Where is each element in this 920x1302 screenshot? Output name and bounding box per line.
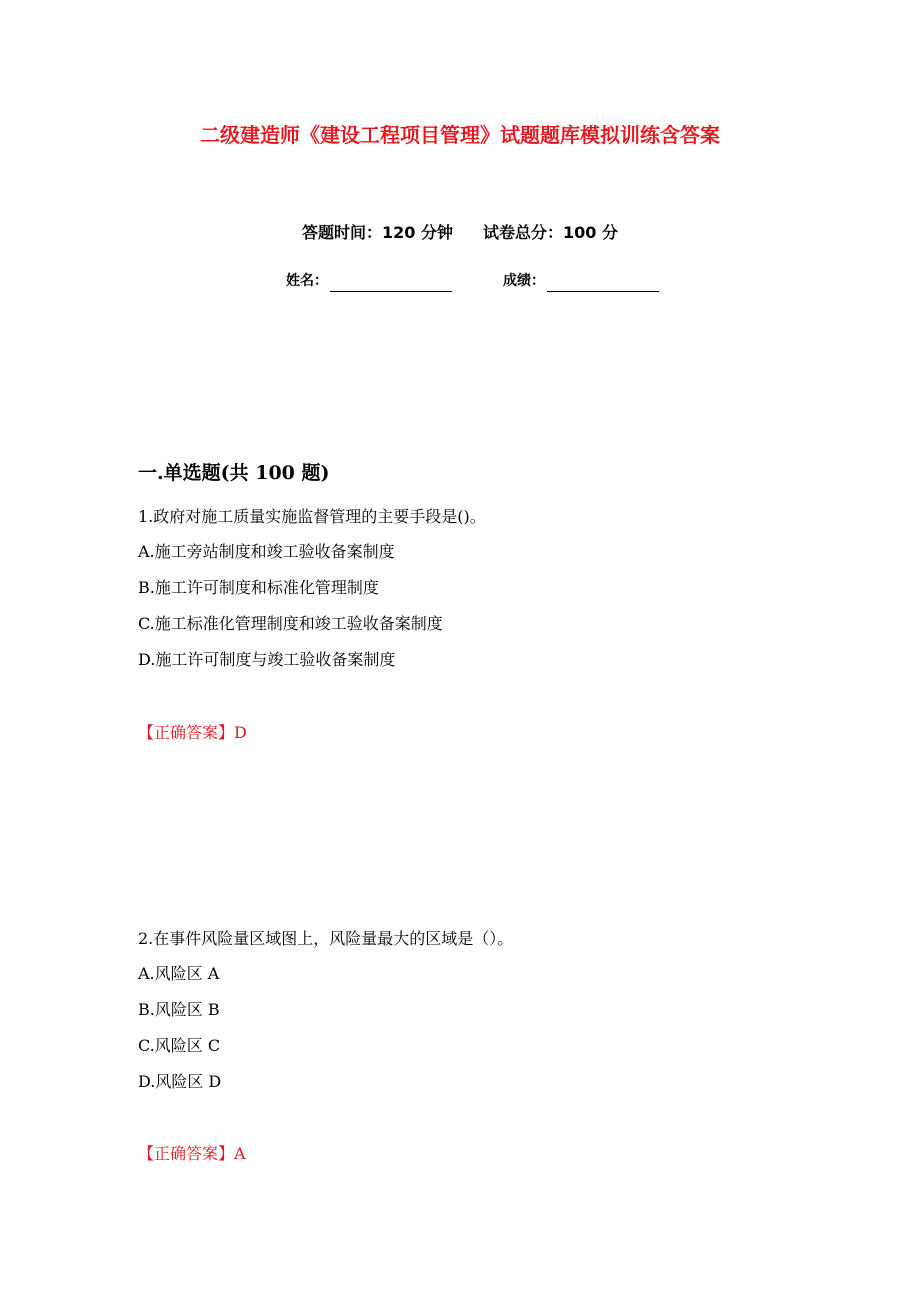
question-2-option-d: D.风险区 D <box>138 1072 222 1091</box>
section-title: 一.单选题(共 100 题) <box>138 462 330 484</box>
document-title: 二级建造师《建设工程项目管理》试题题库模拟训练含答案 <box>200 123 720 147</box>
exam-time: 答题时间：120 分钟 <box>302 223 453 242</box>
question-1-stem: 1.政府对施工质量实施监督管理的主要手段是()。 <box>138 507 486 526</box>
name-label: 姓名： <box>286 273 328 289</box>
score-label: 成绩： <box>503 273 545 289</box>
exam-total-score: 试卷总分：100 分 <box>483 223 618 242</box>
question-1-option-b: B.施工许可制度和标准化管理制度 <box>138 578 379 597</box>
question-2-answer: 【正确答案】A <box>138 1144 246 1163</box>
name-blank-line <box>330 274 452 292</box>
question-1-option-a: A.施工旁站制度和竣工验收备案制度 <box>138 542 395 561</box>
question-1-answer: 【正确答案】D <box>138 723 247 742</box>
question-1-option-d: D.施工许可制度与竣工验收备案制度 <box>138 650 396 669</box>
question-2-option-a: A.风险区 A <box>138 964 220 983</box>
score-blank-line <box>547 274 659 292</box>
score-field <box>503 270 659 292</box>
question-2-option-b: B.风险区 B <box>138 1000 220 1019</box>
exam-info <box>0 220 920 246</box>
question-1-option-c: C.施工标准化管理制度和竣工验收备案制度 <box>138 614 443 633</box>
name-field <box>286 270 452 292</box>
question-2-option-c: C.风险区 C <box>138 1036 221 1055</box>
question-2-stem: 2.在事件风险量区域图上，风险量最大的区域是（）。 <box>138 929 514 948</box>
